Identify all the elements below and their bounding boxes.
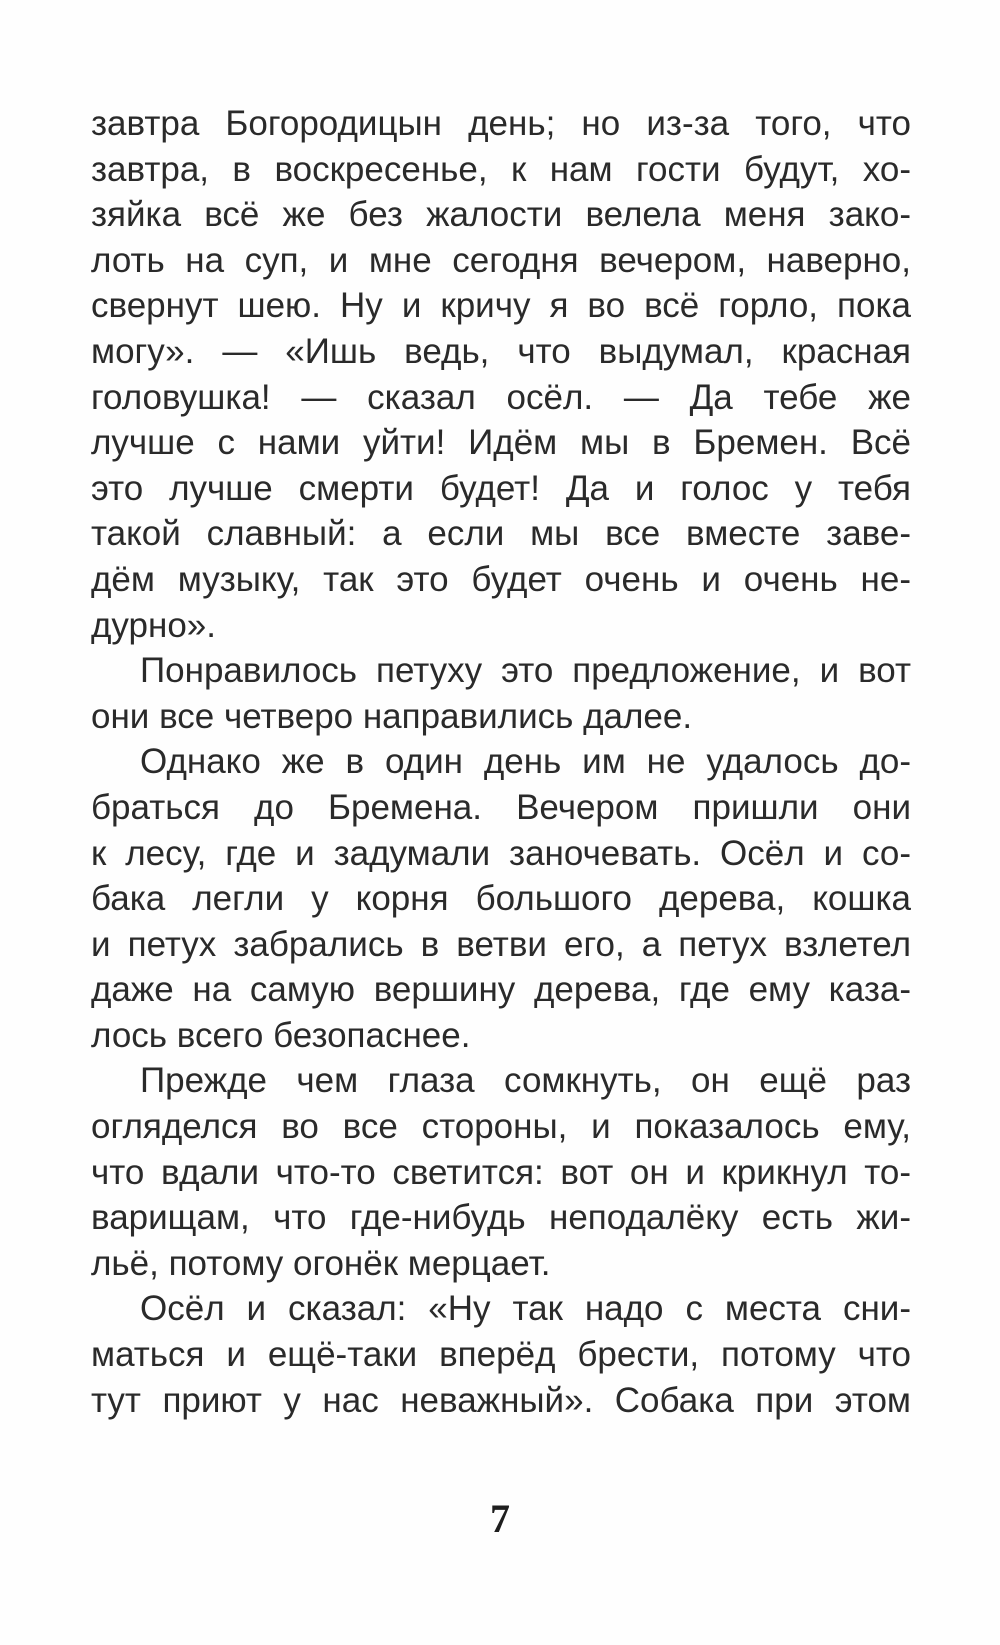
text-line: это лучше смерти будет! Да и голос у тебя (91, 468, 911, 508)
text-line: льё, потому огонёк мерцает. (91, 1243, 551, 1283)
text-line: Прежде чем глаза сомкнуть, он ещё раз (140, 1061, 911, 1101)
text-line: головушка! — сказал осёл. — Да тебе же (91, 377, 911, 417)
text-line: к лесу, где и задумали заночевать. Осёл и со- (91, 833, 911, 873)
text-line: огляделся во все стороны, и показалось ему, (91, 1107, 911, 1147)
text-line: зяйка всё же без жалости велела меня зако- (91, 195, 911, 235)
body-text (91, 101, 911, 1423)
text-line: лучше с нами уйти! Идём мы в Бремен. Всё (91, 423, 911, 463)
text-line: браться до Бремена. Вечером пришли они (91, 787, 911, 827)
text-line: дурно». (91, 605, 216, 645)
text-line: варищам, что где-нибудь неподалёку есть жи- (91, 1198, 911, 1238)
text-line: тут приют у нас неважный». Собака при этом (91, 1380, 911, 1420)
text-line: даже на самую вершину дерева, где ему каза- (91, 970, 911, 1010)
text-line: они все четверо направились далее. (91, 696, 693, 736)
text-line: Однако же в один день им не удалось до- (140, 742, 911, 782)
text-line: бака легли у корня большого дерева, кошка (91, 879, 911, 919)
page-number: 7 (490, 1496, 510, 1541)
text-line: такой славный: а если мы все вместе заве- (91, 514, 911, 554)
text-line: могу». — «Ишь ведь, что выдумал, красная (91, 331, 911, 371)
text-line: Понравилось петуху это предложение, и вот (140, 651, 911, 691)
text-line: завтра, в воскресенье, к нам гости будут, хо- (91, 149, 911, 189)
text-line: завтра Богородицын день; но из-за того, что (91, 104, 911, 143)
text-line: что вдали что-то светится: вот он и крикнул то- (91, 1152, 911, 1192)
text-line: маться и ещё-таки вперёд брести, потому что (91, 1335, 911, 1375)
text-line: лоть на суп, и мне сегодня вечером, наверно, (91, 240, 911, 280)
text-line: и петух забрались в ветви его, а петух взлетел (91, 924, 911, 964)
text-line: Осёл и сказал: «Ну так надо с места сни- (140, 1289, 911, 1329)
text-line: дём музыку, так это будет очень и очень не- (91, 559, 911, 599)
text-line: лось всего безопаснее. (91, 1015, 471, 1055)
text-line: свернут шею. Ну и кричу я во всё горло, пока (91, 286, 911, 326)
